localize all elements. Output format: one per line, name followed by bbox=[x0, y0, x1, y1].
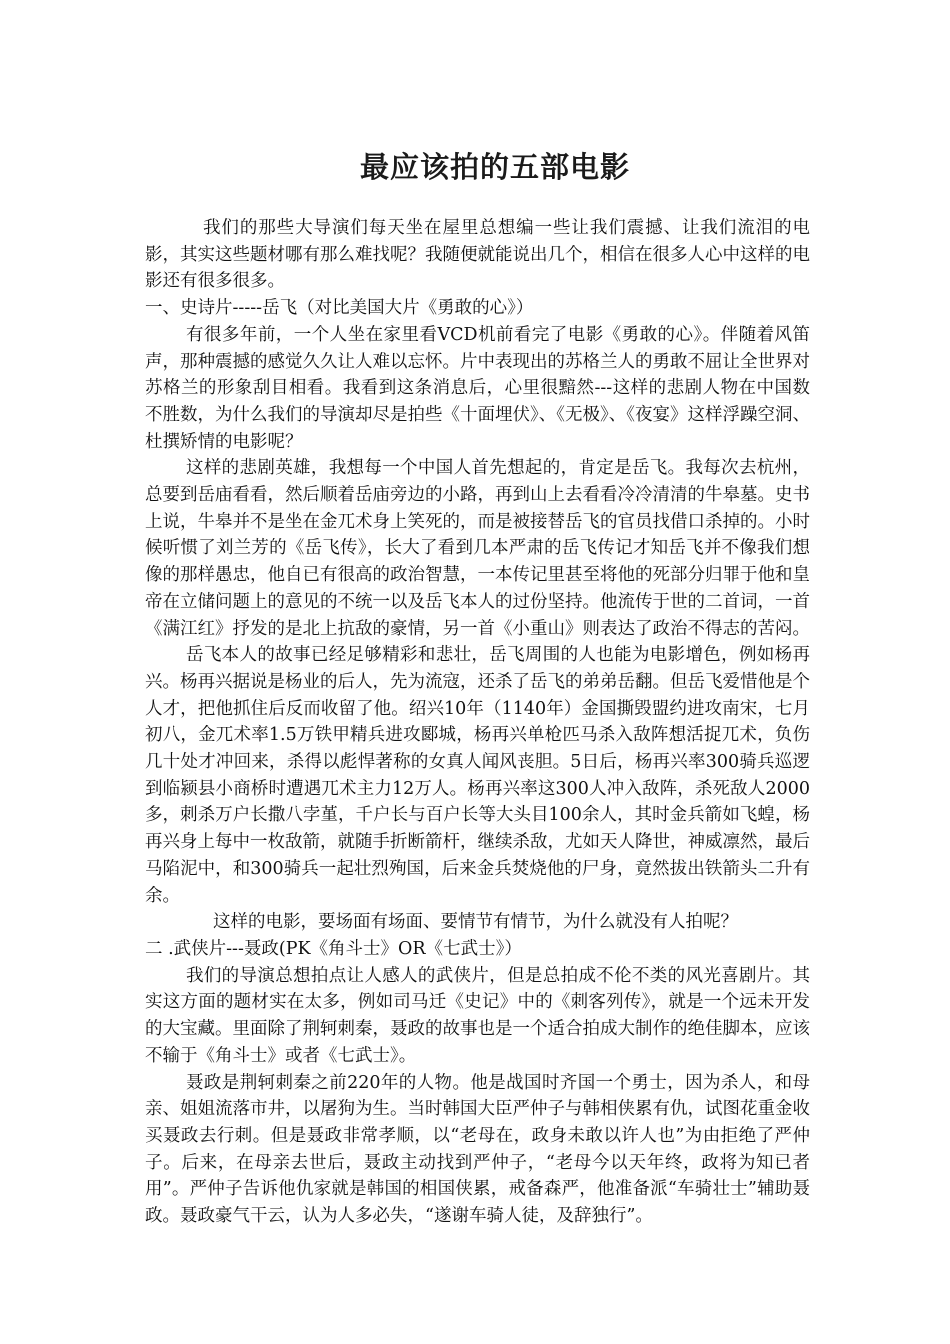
paragraph: 聂政是荆轲刺秦之前220年的人物。他是战国时齐国一个勇士，因为杀人，和母亲、姐姐流落市井，以屠狗为生。当时韩国大臣严仲子与韩相侠累有仇，试图花重金收买聂政去行刺。但是聂政非常孝顺，以“老母在，政身未敢以许人也”为由拒绝了严仲子。后来，在母亲去世后，聂政主动找到严仲子，“老母今以天年终，政将为知已者用”。严仲子告诉他仇家就是韩国的相国侠累，戒备森严，他准备派“车骑壮士”辅助聂政。聂政豪气干云，认为人多必失，“遂谢车骑人徒，及辞独行”。 bbox=[145, 1072, 810, 1227]
document-body bbox=[145, 215, 810, 1230]
paragraph: 岳飞本人的故事已经足够精彩和悲壮，岳飞周围的人也能为电影增色，例如杨再兴。杨再兴据说是杨业的后人，先为流寇，还杀了岳飞的弟弟岳翻。但岳飞爱惜他是个人才，把他抓住后反而收留了他。绍兴10年（1140年）金国撕毁盟约进攻南宋，七月初八，金兀术率1.5万铁甲精兵进攻郾城，杨再兴单枪匹马杀入敌阵想活捉兀术，负伤几十处才冲回来，杀得以彪悍著称的女真人闻风丧胆。5日后，杨再兴率300骑兵巡逻到临颍县小商桥时遭遇兀术主力12万人。杨再兴率这300人冲入敌阵，杀死敌人2000多，刺杀万户长撒八孛堇，千户长与百户长等大头目100余人，其时金兵箭如飞蝗，杨再兴身上每中一枚敌箭，就随手折断箭杆，继续杀敌，尤如天人降世，神威凛然，最后马陷泥中，和300骑兵一起壮烈殉国，后来金兵焚烧他的尸身，竟然拔出铁箭头二升有余。 bbox=[145, 645, 810, 906]
document-title: 最应该拍的五部电影 bbox=[359, 150, 630, 185]
paragraph: 我们的那些大导演们每天坐在屋里总想编一些让我们震撼、让我们流泪的电影，其实这些题材哪有那么难找呢？我随便就能说出几个，相信在很多人心中这样的电影还有很多很多。 bbox=[145, 218, 810, 292]
paragraph: 这样的悲剧英雄，我想每一个中国人首先想起的，肯定是岳飞。我每次去杭州，总要到岳庙看看，然后顺着岳庙旁边的小路，再到山上去看看冷冷清清的牛皋墓。史书上说，牛皋并不是坐在金兀术身上笑死的，而是被接替岳飞的官员找借口杀掉的。小时候听惯了刘兰芳的《岳飞传》，长大了看到几本严肃的岳飞传记才知岳飞并不像我们想像的那样愚忠，他自已有很高的政治智慧，一本传记里甚至将他的死部分归罪于他和皇帝在立储问题上的意见的不统一以及岳飞本人的过份坚持。他流传于世的二首词，一首《满江红》抒发的是北上抗敌的豪情，另一首《小重山》则表达了政治不得志的苦闷。 bbox=[145, 458, 810, 639]
section-heading: 二 .武侠片---聂政(PK《角斗士》OR《七武士》） bbox=[145, 938, 522, 959]
paragraph: 有很多年前，一个人坐在家里看VCD机前看完了电影《勇敢的心》。伴随着风笛声，那种震撼的感觉久久让人难以忘怀。片中表现出的苏格兰人的勇敢不屈让全世界对苏格兰的形象刮目相看。我看到这条消息后，心里很黯然---这样的悲剧人物在中国数不胜数，为什么我们的导演却尽是拍些《十面埋伏》、《无极》、《夜宴》这样浮躁空洞、杜撰矫情的电影呢？ bbox=[145, 324, 810, 452]
paragraph: 这样的电影，要场面有场面、要情节有情节，为什么就没有人拍呢？ bbox=[213, 912, 738, 933]
section-heading: 一、史诗片-----岳飞（对比美国大片《勇敢的心》） bbox=[145, 298, 534, 319]
paragraph: 我们的导演总想拍点让人感人的武侠片，但是总拍成不伦不类的风光喜剧片。其实这方面的题材实在太多，例如司马迁《史记》中的《刺客列传》，就是一个远未开发的大宝藏。里面除了荆轲刺秦，聂政的故事也是一个适合拍成大制作的绝佳脚本，应该不输于《角斗士》或者《七武士》。 bbox=[145, 965, 810, 1066]
